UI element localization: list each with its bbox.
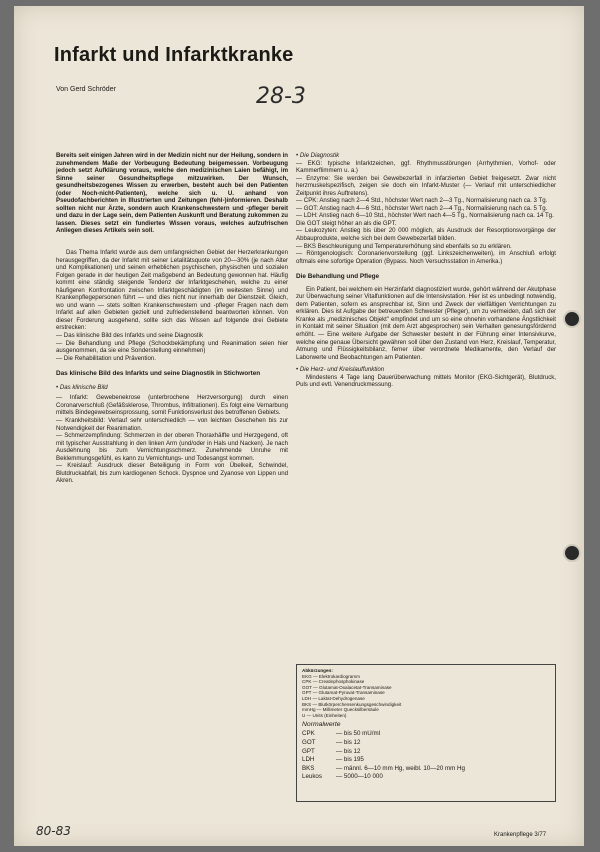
abbreviation-item: mmHg — Millimeter Quecksilbersäule [302, 707, 379, 713]
abbreviation-item: GOT — Glutamat-Oxalacetat-Transaminase [302, 684, 392, 690]
abbreviation-item: EKG — Elektrokardiogramm [302, 673, 360, 679]
abbreviation-list [302, 674, 550, 719]
treatment-text: Ein Patient, bei welchem ein Herzinfarkt diagnostiziert wurde, gehört während der Akutphase zur Überwachung seiner Vitalfunktionen auf die Intensivstation. Hier ist es unbedingt notwendig, dem Patienten, sofern es ansprechbar ist, Sinn und Zweck der vielfältigen Verrichtungen zu erklären. Dies ist Aufgabe der betreuenden Schwester (Pfleger), um zu vermeiden, daß sich der Kranke als „medizinisches Objekt" empfindet und um so eine ohnehin vorhandene Ängstlichkeit in Kontakt mit seiner Situation (mit dem Arzt abgesprochen) sein Verhalten genesungsfördernd erhöht. — Eine weitere Aufgabe der Schwester besteht in der Führung einer Intensivkurve, welche eine genaue Übersicht gewähren soll über den Zustand von Herz, Kreislauf, Temperatur, Atmung und Flüssigkeitsbilanz, ferner über verordnete Medikamente, den Verlauf der Laborwerte und Beobachtungen am Patienten. [296, 285, 556, 361]
abbreviation-item: BKS — Blutkörperchensenkungsgeschwindigkeit [302, 701, 402, 707]
subheading: • Die Diagnostik [296, 152, 340, 159]
table-row: GPT — bis 12 [302, 747, 361, 755]
heart-circulation-text: Mindestens 4 Tage lang Dauerüberwachung mittels Monitor (EKG-Sichtgerät), Blutdruck, Puls und evtl. Venendruckmessung. [296, 373, 556, 389]
table-row: CPK — bis 50 mU/ml [302, 730, 381, 738]
subheading: • Das klinische Bild [56, 383, 108, 391]
list-item: — Die Behandlung und Pflege (Schockbekämpfung und Reanimation seien hier ausgenommen, da sie eine Sonderstellung einnehmen) [56, 339, 288, 355]
abbreviation-item: U — Units (Einheiten) [302, 712, 347, 718]
right-column [296, 152, 556, 389]
section-heading: Das klinische Bild des Infarkts und seine Diagnostik in Stichworten [56, 370, 261, 378]
handwritten-page-number: 80-83 [36, 824, 71, 838]
list-item: — Die Rehabilitation und Prävention. [56, 354, 156, 362]
handwritten-note: 28-3 [256, 84, 306, 109]
section-heading: Die Behandlung und Pflege [296, 273, 380, 281]
journal-footer: Krankenpflege 3/77 [494, 832, 547, 838]
intro-paragraph: Das Thema Infarkt wurde aus dem umfangreichen Gebiet der Herzerkrankungen herausgegriffen, da der Infarkt mit seiner Letalitätsquote von 20—30% (je nach Alter und Komplikationen) und seinen erheblichen psychischen, physischen und sozialen Folgen gerade in der heutigen Zeit maßgebend an Bedeutung gewonnen hat. Häufig kommt eine ständig steigende Tendenz der Infarktgeschehen, welche zu einer häufigeren Konfrontation zwischen Infarktgeschädigten (im weitesten Sinne) und Krankenpflegepersonen führt — und dies nicht nur innerhalb der Dienstzeit. Gleich, wo und wann — stets sollten Krankenschwestern und -pfleger Fragen nach dem Infarkt auf allen Gebieten gezielt und zufriedenstellend beantworten können. Von dieser Forderung ausgehend, sollte sich das Wissen auf folgende drei Gebiete erstrecken: [56, 249, 288, 332]
table-row: BKS — männl. 6—10 mm Hg, weibl. 10—20 mm Hg [302, 764, 465, 772]
punch-hole [563, 310, 581, 328]
abbreviation-item: GPT — Glutamat-Pyruvat-Transaminase [302, 690, 385, 696]
normal-values-heading: Normalwerte [302, 721, 341, 729]
subheading: • Die Herz- und Kreislauffunktion [296, 366, 385, 374]
author-byline: Von Gerd Schröder [56, 86, 116, 93]
abbreviation-item: CPK — Creatinphosphokinase [302, 679, 365, 685]
abbreviation-item: LDH — Laktat-Dehydrogenase [302, 695, 365, 701]
left-column [56, 152, 288, 485]
diagnostics-text: — EKG: typische Infarktzeichen, ggf. Rhythmusstörungen (Arrhythmien, Vorhof- oder Kammerflimmern u. a.) — Enzyme: Sie werden bei Gewebezerfall in infarzierten Gebiet freigesetzt. Zwar nicht herzmuskelspezifisch, zeigen sie doch ein Infarkt-Muster (— Verlauf mit unterschiedlicher Zeitpunkt ihres Auftretens). — CPK: Anstieg nach 2—4 Std., höchster Wert nach 2—3 Tg., Normalisierung nach ca. 3 Tg. — GOT: Anstieg nach 4—6 Std., höchster Wert nach 2—4 Tg., Normalisierung nach ca. 5 Tg. — LDH: Anstieg nach 6—10 Std., höchster Wert nach 4—5 Tg., Normalisierung nach ca. 14 Tg. Die GOT steigt höher an als die GPT. — Leukozyten: Anstieg bis über 20 000 möglich, als Ausdruck der Resorptionsvorgänge der Abbauprodukte, welche sich bei dem Gewebezerfall bilden. — BKS Beschleunigung und Temperaturerhöhung sind ebenfalls so zu erklären. — Röntgenologisch: Coronarienvorstellung (ggf. Linkszeichenweiten), im Anschluß erfolgt oftmals eine sofortige Operation (Bypass. Noch Versuchsstation in Amerika.) [296, 159, 556, 265]
table-row: GOT — bis 12 [302, 738, 361, 746]
topic-list [56, 332, 288, 362]
table-row: LDH — bis 195 [302, 756, 364, 764]
punch-hole [563, 544, 581, 562]
lead-paragraph: Bereits seit einigen Jahren wird in der Medizin nicht nur der Heilung, sondern in zunehmendem Maße der Vorbeugung Bedeutung beigemessen. Vorbeugung jedoch setzt Aufklärung voraus, welche den medizinischen Laien befähigt, im Sinne seiner Gesundheitspflege mitzuwirken. Der Wunsch, gesundheitsbezogenes Wissen zu erwerben, besteht auch bei den Patienten (oder Noch-nicht-Patienten), welche sich u. U. anhand von Pseudofachberichten in Illustrierten und Zeitungen (fehl-)informieren. Deshalb sollten nicht nur Ärzte, sondern auch Krankenschwestern und -pfleger bereit und dazu in der Lage sein, dem Patienten Auskunft und Beratung zukommen zu lassen. Dieses setzt ein fundiertes Wissen voraus, welches aufzufrischen Anliegen dieses Artikels sein soll. [56, 152, 288, 235]
article-title: Infarkt und Infarktkranke [54, 44, 294, 66]
table-row: Leukos — 5000—10 000 [302, 773, 383, 781]
abbreviations-heading: Abkürzungen: [302, 668, 333, 673]
reference-values-box [296, 664, 556, 802]
clinical-picture-text: — Infarkt: Gewebenekrose (unterbrochene Herzversorgung) durch einen Coronarverschluß (Gefäßsklerose, Thrombus, Infiltrationen). Es folgt eine Vernarbung mittels Bindegewebseinsprossung, somit Funktionsverlust des betroffenen Gebiets. — Krankheitsbild: Verlauf sehr unterschiedlich — von leichten Geschehen bis zur Notwendigkeit der Reanimation. — Schmerzempfindung: Schmerzen in der oberen Thoraxhälfte und Herzgegend, oft mit typischer Ausstrahlung in den linken Arm (und/oder in Hals und Nacken). Je nach Ausdehnung bis zum Vernichtungsschmerz. Zunehmende Unruhe mit Beklemmungsgefühl, es kann zu Vernichtungs- und Todesangst kommen. — Kreislauf: Ausdruck dieser Beteiligung in Form von Übelkeit, Schwindel, Blutdruckabfall, bis zum kardiogenen Schock. Dyspnoe und Zyanose von Lippen und Akren. [56, 394, 288, 485]
normal-values-table [302, 730, 550, 782]
list-item: — Das klinische Bild des Infarkts und seine Diagnostik [56, 332, 203, 340]
